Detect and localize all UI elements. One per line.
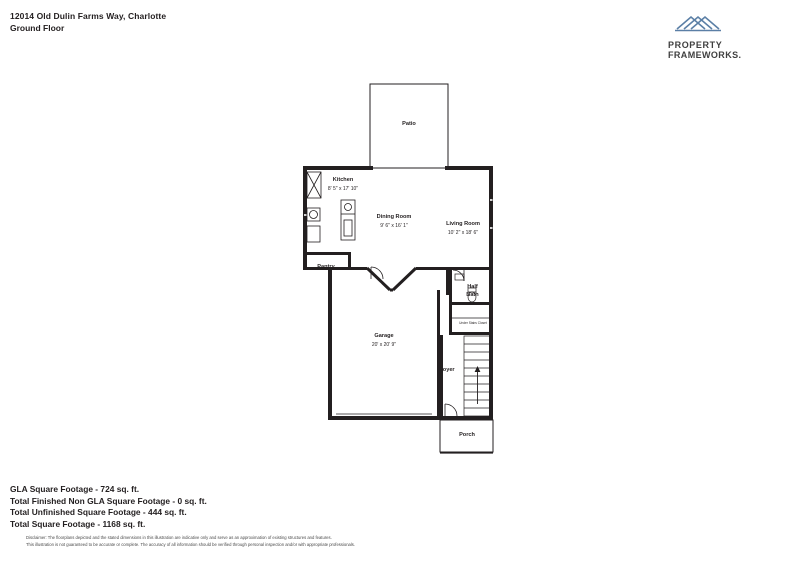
disclaimer-line-2: This illustration is not guaranteed to be accurate or complete. The accuracy of all information should be verified through personal inspection and/or with appropriate professionals.	[26, 542, 356, 547]
room-label-under-stairs-closet: Under Stairs Closet	[459, 321, 487, 325]
foyer-door	[445, 404, 457, 416]
room-label-half-bath: Half Bath	[466, 284, 479, 298]
room-label-dining-room: Dining Room 9' 6" x 16' 1"	[376, 214, 412, 229]
unfinished-total: Total Unfinished Square Footage - 444 sq. ft.	[10, 507, 187, 518]
garage-angled-wall	[367, 268, 416, 290]
logo-line-1: PROPERTY	[668, 40, 723, 50]
grand-total: Total Square Footage - 1168 sq. ft.	[10, 518, 146, 529]
room-label-patio: Patio	[402, 121, 416, 127]
gla-total: GLA Square Footage - 724 sq. ft.	[10, 484, 140, 494]
staircase	[464, 336, 491, 416]
finished-non-gla-total: Total Finished Non GLA Square Footage - 0 sq. ft.	[10, 495, 207, 506]
room-label-kitchen: Kitchen 8' 5" x 17' 10"	[327, 177, 359, 192]
room-label-porch: Porch	[459, 432, 475, 438]
kitchen-fixtures	[307, 200, 355, 242]
disclaimer	[26, 534, 526, 548]
floor-label: Ground Floor	[10, 23, 65, 33]
room-label-garage: Garage 20' x 20' 9"	[371, 333, 397, 348]
room-label-living-room: Living Room 10' 2" x 18' 6"	[446, 221, 480, 236]
room-label-pantry: Pantry	[317, 264, 335, 270]
logo-line-2: FRAMEWORKS.	[668, 50, 742, 60]
porch-step	[440, 452, 493, 454]
square-footage-totals	[10, 484, 510, 530]
property-address: 12014 Old Dulin Farms Way, Charlotte	[10, 11, 167, 21]
room-label-foyer: Foyer	[439, 367, 455, 373]
disclaimer-line-1: Disclaimer: The floorplans depicted and the stated dimensions in this illustration are indicative only and serve as an approximation of existing structures and features.	[26, 535, 332, 540]
